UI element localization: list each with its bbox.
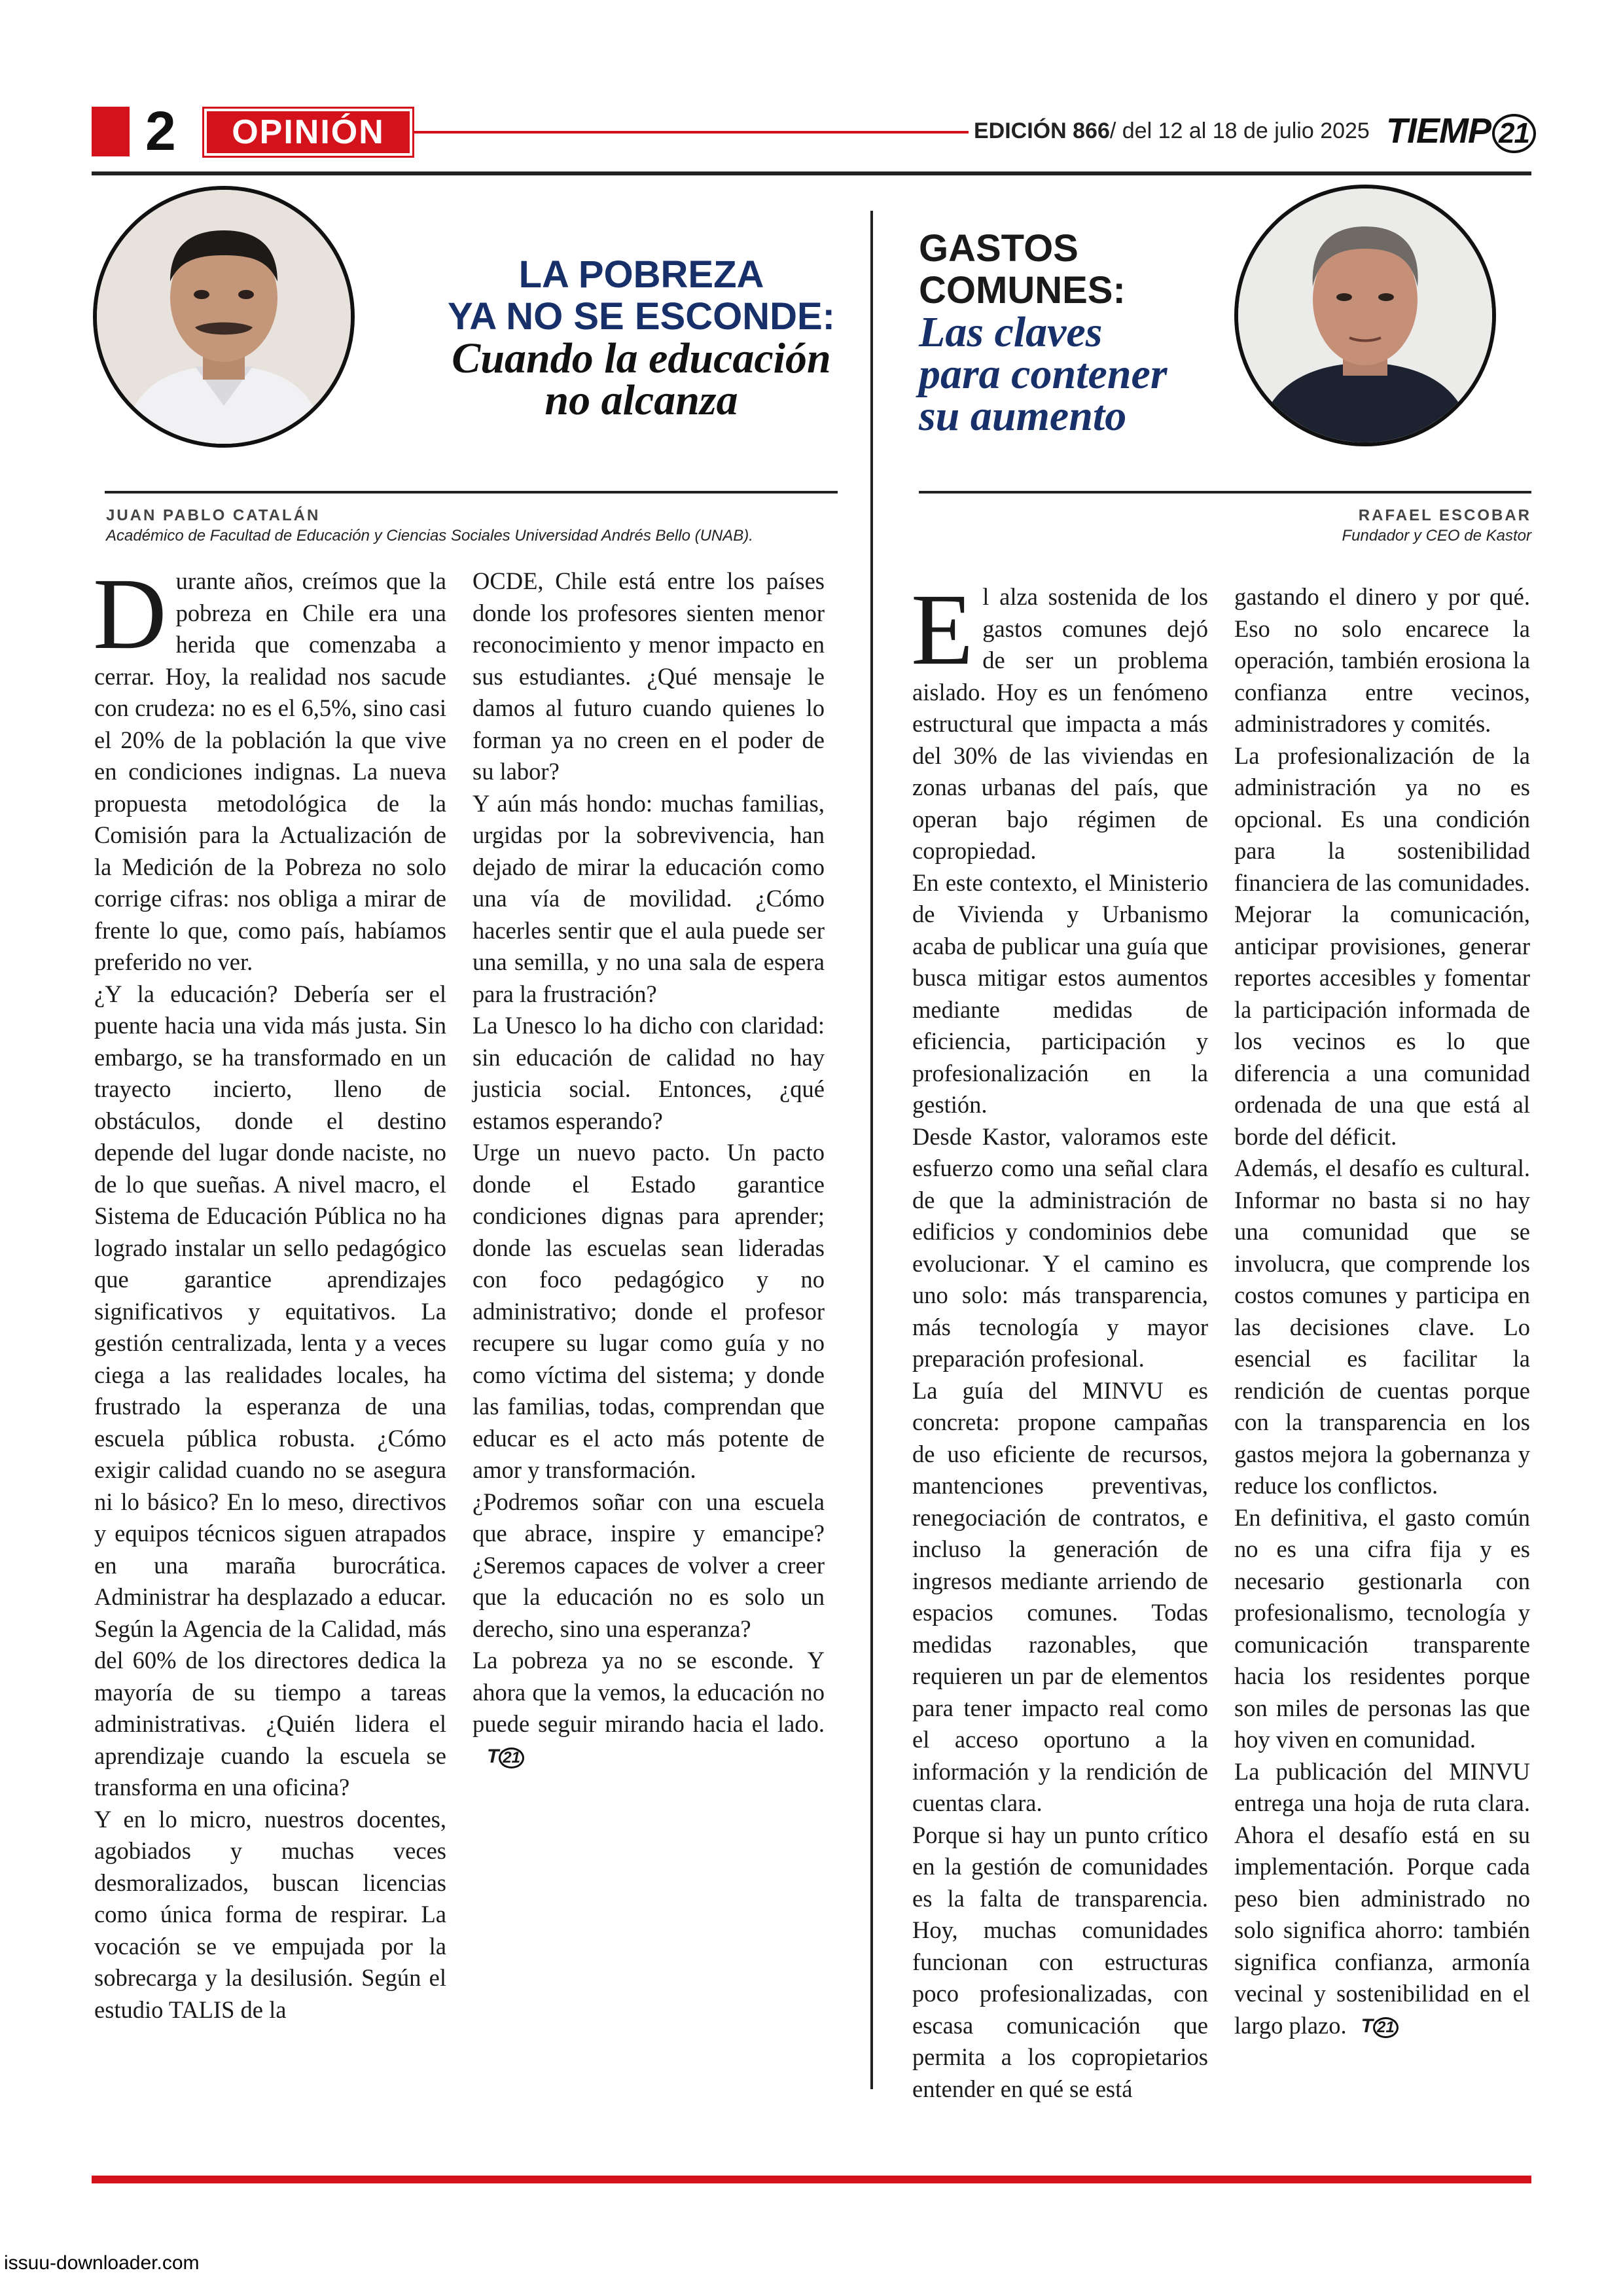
- paragraph: Además, el desafío es cultural. Informar no basta si no hay una comunidad que se involucra, que comprende los costos comunes y participa en las decisiones clave. Lo esencial es facilitar la rendición de cuentas porque con la transparencia en los gastos mejora la gobernanza y reduce los conflictos.: [1234, 1155, 1530, 1499]
- paragraph: Urge un nuevo pacto. Un pacto donde el Estado garantice condiciones dignas para aprender; donde las escuelas sean lideradas con foco pedagógico y no administrativo; donde el profesor recupere su lugar como guía y no como víctima del sistema; y donde las familias, todas, comprendan que educar es el acto más potente de amor y transformación.: [473, 1139, 825, 1483]
- author-photo-left: [93, 186, 355, 448]
- paragraph: Porque si hay un punto crítico en la gestión de comunidades es la falta de transparencia. Hoy, muchas comunidades funcionan con estructuras poco profesionalizadas, con escasa comunicación que permita a los copropietarios entender en qué se está: [912, 1821, 1208, 2102]
- headline-right: [919, 227, 1259, 440]
- page-number: 2: [145, 100, 176, 162]
- paragraph: Desde Kastor, valoramos este esfuerzo como una señal clara de que la administración de edificios y condominios debe evolucionar. Y el camino es uno solo: más transparencia, más tecnología y mayor preparación profesional.: [912, 1122, 1208, 1372]
- paragraph: ¿Y la educación? Debería ser el puente hacia una vida más justa. Sin embargo, se ha transformado en un trayecto incierto, lleno de obstáculos, donde el destino depende del lugar donde naciste, no de lo que sueñas. A nivel macro, el Sistema de Educación Pública no ha logrado instalar un sello pedagógico que garantice aprendizajes significativos y equitativos. La gestión centralizada, lenta y a veces ciega a las realidades locales, ha frustrado la esperanza de una escuela pública robusta. ¿Cómo exigir calidad cuando no se asegura ni lo básico? En lo meso, directivos y equipos técnicos siguen atrapados en una maraña burocrática. Administrar ha desplazado a educar. Según la Agencia de la Calidad, más del 60% de los directores dedica la mayoría de su tiempo a tareas administrativas. ¿Quién lidera el aprendizaje cuando la escuela se transforma en una oficina?: [94, 980, 446, 1801]
- end-mark-icon: T 21: [487, 1747, 524, 1768]
- top-rule: [92, 171, 1531, 175]
- paragraph: [911, 573, 1208, 867]
- paragraph: La guía del MINVU es concreta: propone campañas de uso eficiente de recursos, mantenciones preventivas, renegociación de contratos, e incluso la generación de ingresos mediante arriendo de espacios comunes. Todas medidas razonables, que requieren un par de elementos para tener impacto real como el acceso oportuno a la información y la rendición de cuentas clara.: [912, 1376, 1208, 1816]
- article-left-column-1: [93, 557, 446, 2026]
- edition-info: [974, 115, 1370, 147]
- logo-text: TIEMP: [1386, 111, 1491, 151]
- headline-right-main: GASTOS COMUNES:: [919, 227, 1126, 312]
- headline-left: [393, 254, 890, 422]
- brand-logo[interactable]: [1386, 110, 1536, 153]
- byline-rule-right: [919, 491, 1531, 493]
- author-portrait-left: [97, 190, 351, 444]
- article-right-column-1: [911, 573, 1208, 2105]
- byline-right: [1113, 505, 1531, 546]
- author-name-right: RAFAEL ESCOBAR: [1358, 507, 1531, 524]
- byline-left: [106, 505, 852, 546]
- paragraph-text: La pobreza ya no se esconde. Y ahora que la vemos, la educación no puede seguir mirando hacia el lado.: [473, 1647, 825, 1737]
- article-right-column-2: [1234, 581, 1530, 2041]
- paragraph: gastando el dinero y por qué. Eso no solo encarece la operación, también erosiona la confianza entre vecinos, administradores y comités.: [1234, 583, 1530, 737]
- paragraph: [473, 1645, 825, 1772]
- headline-left-main: LA POBREZA YA NO SE ESCONDE:: [448, 253, 835, 338]
- paragraph: Y en lo micro, nuestros docentes, agobiados y muchas veces desmoralizados, buscan licencias como única forma de respirar. La vocación se ve empujada por la sobrecarga y la desilusión. Según el estudio TALIS de la: [94, 1805, 446, 2023]
- section-label: OPINIÓN: [204, 109, 412, 156]
- footer-rule: [92, 2176, 1531, 2183]
- edition-dates: / del 12 al 18 de julio 2025: [1109, 118, 1370, 143]
- paragraph: OCDE, Chile está entre los países donde los profesores sienten menor reconocimiento y menor impacto en sus estudiantes. ¿Qué mensaje le damos al futuro cuando quienes lo forman ya no creen en el poder de su labor?: [473, 567, 825, 785]
- paragraph: La Unesco lo ha dicho con claridad: sin educación de calidad no hay justicia social. Entonces, ¿qué estamos esperando?: [473, 1012, 825, 1134]
- drop-cap: E: [911, 573, 974, 686]
- paragraph: En este contexto, el Ministerio de Vivienda y Urbanismo acaba de publicar una guía que busca mitigar estos aumentos mediante medidas de eficiencia, participación y profesionalización en la gestión.: [912, 869, 1208, 1118]
- edition-number: EDICIÓN 866: [974, 118, 1110, 143]
- paragraph: Y aún más hondo: muchas familias, urgidas por la sobrevivencia, han dejado de mirar la educación como una vía de movilidad. ¿Cómo hacerles sentir que el aula puede ser una semilla, y no una sala de espera para la frustración?: [473, 789, 825, 1007]
- paragraph-text: urante años, creímos que la pobreza en Chile era una herida que comenzaba a cerrar. Hoy, la realidad nos sacude con crudeza: no es el 6,5%, sino casi el 20% de la población la que vive en condiciones indignas. La nueva propuesta metodológica de la Comisión para la Actualización de la Medición de la Pobreza no solo corrige cifras: nos obliga a mirar de frente lo que, como país, habíamos preferido no ver.: [94, 567, 446, 975]
- paragraph: ¿Podremos soñar con una escuela que abrace, inspire y emancipe? ¿Seremos capaces de volver a creer que la educación no es solo un derecho, sino una esperanza?: [473, 1488, 825, 1642]
- column-divider: [870, 211, 873, 2089]
- byline-rule-left: [105, 491, 838, 493]
- headline-right-sub: Las claves para contener su aumento: [919, 308, 1168, 440]
- article-left-column-2: [473, 565, 825, 1772]
- author-name-left: JUAN PABLO CATALÁN: [106, 507, 321, 524]
- paragraph: [93, 557, 446, 978]
- section-marker: [92, 107, 130, 156]
- paragraph: En definitiva, el gasto común no es una cifra fija y es necesario gestionarla con profesionalismo, tecnología y comunicación transparente hacia los residentes porque son miles de personas las que hoy viven en comunidad.: [1234, 1503, 1530, 1753]
- drop-cap: D: [93, 557, 167, 670]
- paragraph: [1234, 1756, 1530, 2042]
- author-role-right: Fundador y CEO de Kastor: [1342, 527, 1531, 545]
- watermark-text: issuu-downloader.com: [4, 2252, 200, 2274]
- author-portrait-right: [1238, 188, 1492, 442]
- paragraph-text: La publicación del MINVU entrega una hoja de ruta clara. Ahora el desafío está en su implementación. Porque cada peso bien administrado no solo significa ahorro: también significa confianza, armonía vecinal y sostenibilidad en el largo plazo.: [1234, 1757, 1530, 2039]
- author-role-left: Académico de Facultad de Educación y Ciencias Sociales Universidad Andrés Bello (UNAB).: [106, 527, 753, 545]
- paragraph: La profesionalización de la administración ya no es opcional. Es una condición para la sostenibilidad financiera de las comunidades. Mejorar la comunicación, anticipar provisiones, generar reportes accesibles y fomentar la participación informada de los vecinos es lo que diferencia a una comunidad ordenada de una que está al borde del déficit.: [1234, 742, 1530, 1150]
- header-divider: [414, 131, 969, 134]
- end-mark-icon: T 21: [1361, 2017, 1399, 2038]
- logo-number: 21: [1492, 114, 1536, 153]
- paragraph-text: l alza sostenida de los gastos comunes dejó de ser un problema aislado. Hoy es un fenómeno estructural que impacta a más del 30% de las viviendas en zonas urbanas del país, que operan bajo régimen de copropiedad.: [912, 583, 1208, 864]
- headline-left-sub: Cuando la educación no alcanza: [452, 334, 831, 424]
- author-photo-right: [1234, 185, 1496, 446]
